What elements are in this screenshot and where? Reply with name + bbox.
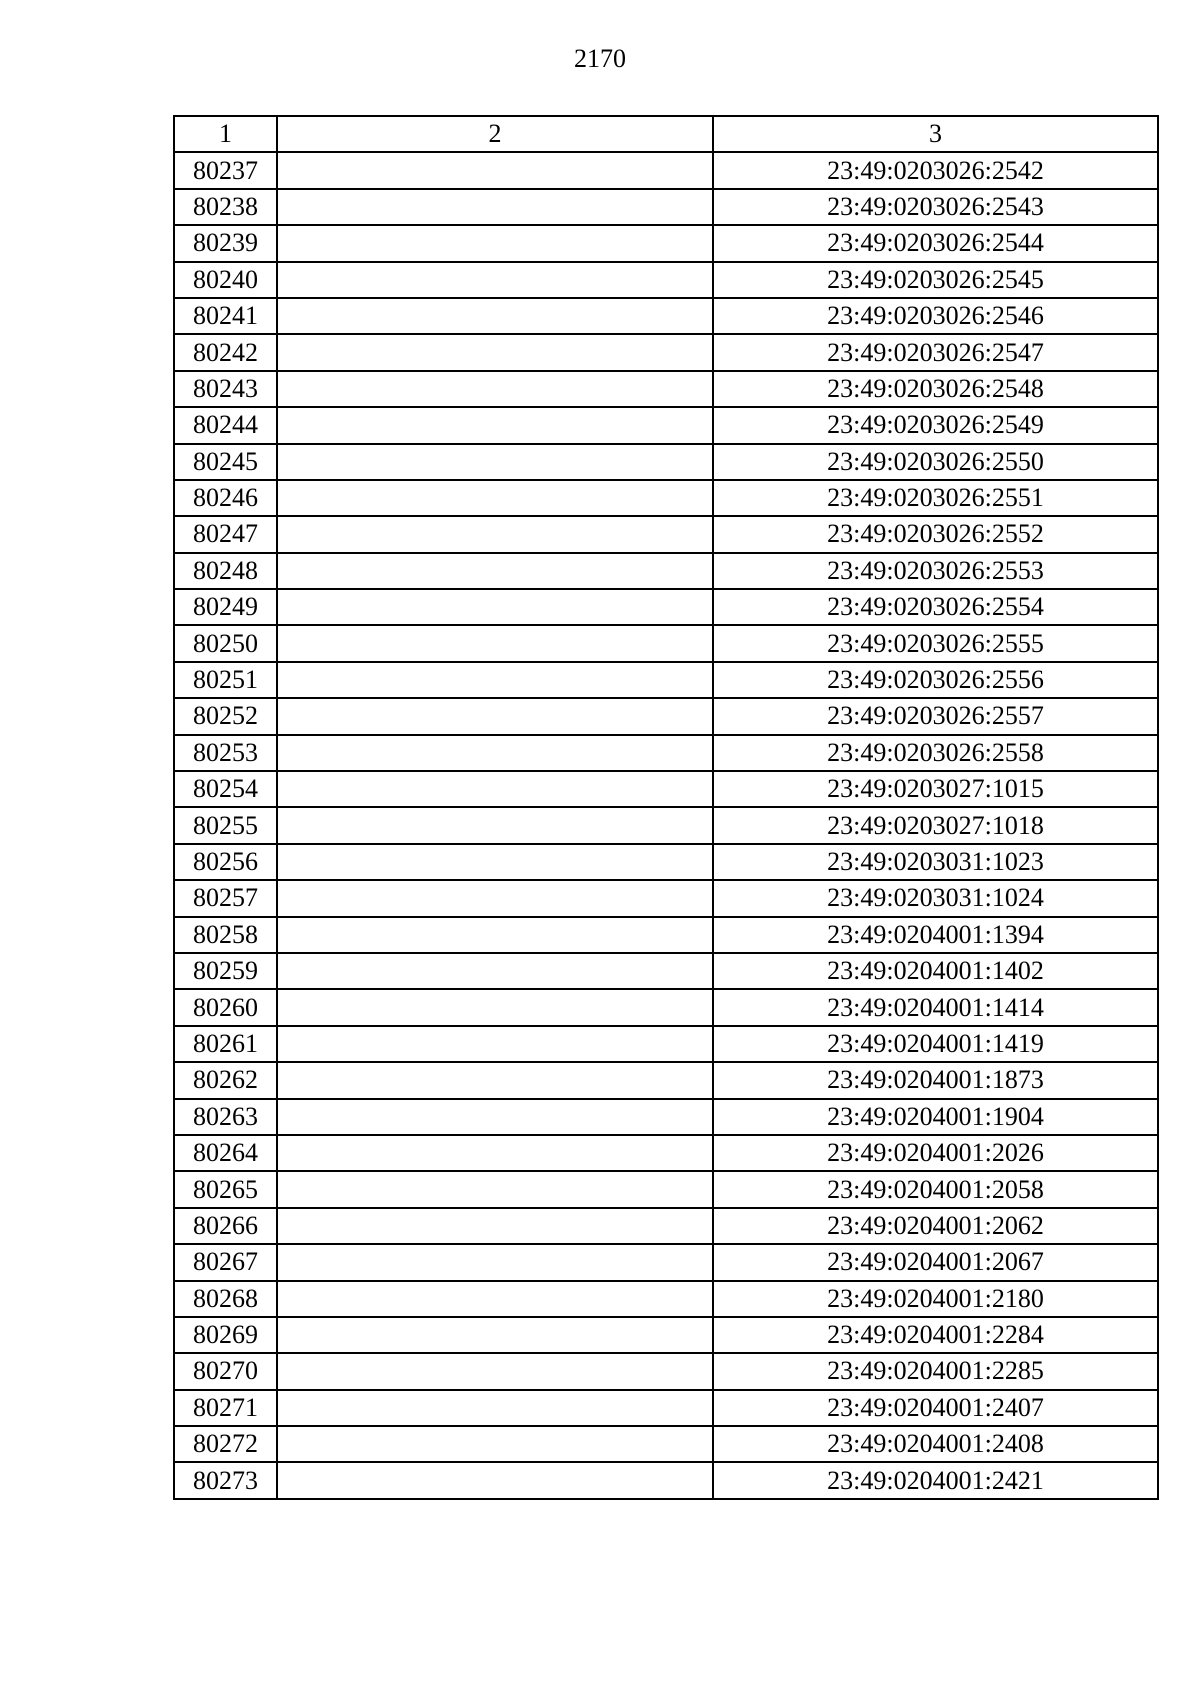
table-row	[174, 844, 1158, 880]
empty-cell	[277, 407, 713, 443]
empty-cell	[277, 298, 713, 334]
table-row	[174, 444, 1158, 480]
cadastral-number-cell: 23:49:0203026:2555	[713, 625, 1158, 661]
empty-cell	[277, 989, 713, 1025]
column-header-2: 2	[277, 116, 713, 152]
table-row	[174, 589, 1158, 625]
table-row	[174, 298, 1158, 334]
table-row	[174, 807, 1158, 843]
table-row	[174, 334, 1158, 370]
table-header	[174, 116, 1158, 152]
table-row	[174, 553, 1158, 589]
table-body	[174, 152, 1158, 1498]
empty-cell	[277, 1244, 713, 1280]
empty-cell	[277, 589, 713, 625]
cadastral-number-cell: 23:49:0203026:2556	[713, 662, 1158, 698]
table-row	[174, 1353, 1158, 1389]
row-number-cell: 80273	[174, 1462, 277, 1498]
row-number-cell: 80255	[174, 807, 277, 843]
empty-cell	[277, 1026, 713, 1062]
empty-cell	[277, 917, 713, 953]
cadastral-number-cell: 23:49:0203026:2558	[713, 735, 1158, 771]
table-row	[174, 1462, 1158, 1498]
row-number-cell: 80250	[174, 625, 277, 661]
table-row	[174, 1281, 1158, 1317]
table-row	[174, 1208, 1158, 1244]
empty-cell	[277, 1281, 713, 1317]
cadastral-number-cell: 23:49:0204001:2285	[713, 1353, 1158, 1389]
row-number-cell: 80270	[174, 1353, 277, 1389]
cadastral-number-cell: 23:49:0204001:2026	[713, 1135, 1158, 1171]
empty-cell	[277, 625, 713, 661]
table-row	[174, 880, 1158, 916]
table-row	[174, 989, 1158, 1025]
table-row	[174, 1390, 1158, 1426]
cadastral-number-cell: 23:49:0204001:1394	[713, 917, 1158, 953]
empty-cell	[277, 516, 713, 552]
row-number-cell: 80237	[174, 152, 277, 188]
cadastral-number-cell: 23:49:0203031:1023	[713, 844, 1158, 880]
empty-cell	[277, 880, 713, 916]
empty-cell	[277, 1135, 713, 1171]
cadastral-number-cell: 23:49:0203026:2542	[713, 152, 1158, 188]
row-number-cell: 80243	[174, 371, 277, 407]
cadastral-number-cell: 23:49:0203026:2545	[713, 262, 1158, 298]
row-number-cell: 80244	[174, 407, 277, 443]
table-row	[174, 698, 1158, 734]
cadastral-number-cell: 23:49:0204001:2421	[713, 1462, 1158, 1498]
table-row	[174, 771, 1158, 807]
empty-cell	[277, 771, 713, 807]
cadastral-number-cell: 23:49:0204001:1414	[713, 989, 1158, 1025]
empty-cell	[277, 1353, 713, 1389]
empty-cell	[277, 1390, 713, 1426]
empty-cell	[277, 1099, 713, 1135]
row-number-cell: 80248	[174, 553, 277, 589]
table-row	[174, 1317, 1158, 1353]
table-row	[174, 371, 1158, 407]
row-number-cell: 80272	[174, 1426, 277, 1462]
row-number-cell: 80245	[174, 444, 277, 480]
row-number-cell: 80252	[174, 698, 277, 734]
cadastral-number-cell: 23:49:0204001:2284	[713, 1317, 1158, 1353]
row-number-cell: 80259	[174, 953, 277, 989]
empty-cell	[277, 553, 713, 589]
table-row	[174, 625, 1158, 661]
table-row	[174, 1135, 1158, 1171]
empty-cell	[277, 262, 713, 298]
cadastral-number-cell: 23:49:0203026:2543	[713, 189, 1158, 225]
empty-cell	[277, 1317, 713, 1353]
cadastral-number-cell: 23:49:0204001:1873	[713, 1062, 1158, 1098]
empty-cell	[277, 1171, 713, 1207]
empty-cell	[277, 953, 713, 989]
row-number-cell: 80271	[174, 1390, 277, 1426]
table-row	[174, 516, 1158, 552]
row-number-cell: 80239	[174, 225, 277, 261]
table-row	[174, 1171, 1158, 1207]
cadastral-number-cell: 23:49:0204001:2180	[713, 1281, 1158, 1317]
cadastral-number-cell: 23:49:0203031:1024	[713, 880, 1158, 916]
empty-cell	[277, 371, 713, 407]
row-number-cell: 80261	[174, 1026, 277, 1062]
empty-cell	[277, 152, 713, 188]
empty-cell	[277, 334, 713, 370]
table-row	[174, 917, 1158, 953]
cadastral-number-cell: 23:49:0203026:2552	[713, 516, 1158, 552]
cadastral-number-cell: 23:49:0203026:2546	[713, 298, 1158, 334]
cadastral-number-cell: 23:49:0204001:1904	[713, 1099, 1158, 1135]
row-number-cell: 80240	[174, 262, 277, 298]
table-row	[174, 225, 1158, 261]
row-number-cell: 80258	[174, 917, 277, 953]
table-row	[174, 1062, 1158, 1098]
table-row	[174, 662, 1158, 698]
column-header-1: 1	[174, 116, 277, 152]
row-number-cell: 80246	[174, 480, 277, 516]
empty-cell	[277, 1208, 713, 1244]
empty-cell	[277, 1426, 713, 1462]
table-row	[174, 262, 1158, 298]
table-row	[174, 480, 1158, 516]
row-number-cell: 80267	[174, 1244, 277, 1280]
cadastral-number-cell: 23:49:0203027:1018	[713, 807, 1158, 843]
row-number-cell: 80254	[174, 771, 277, 807]
table-row	[174, 1244, 1158, 1280]
empty-cell	[277, 662, 713, 698]
row-number-cell: 80238	[174, 189, 277, 225]
cadastral-number-cell: 23:49:0203026:2553	[713, 553, 1158, 589]
column-header-3: 3	[713, 116, 1158, 152]
row-number-cell: 80241	[174, 298, 277, 334]
page-number: 2170	[574, 44, 626, 73]
empty-cell	[277, 189, 713, 225]
cadastral-number-cell: 23:49:0203026:2544	[713, 225, 1158, 261]
empty-cell	[277, 1062, 713, 1098]
row-number-cell: 80269	[174, 1317, 277, 1353]
row-number-cell: 80256	[174, 844, 277, 880]
table-row	[174, 953, 1158, 989]
empty-cell	[277, 844, 713, 880]
row-number-cell: 80251	[174, 662, 277, 698]
table-row	[174, 1026, 1158, 1062]
row-number-cell: 80260	[174, 989, 277, 1025]
cadastral-number-cell: 23:49:0203026:2551	[713, 480, 1158, 516]
header-row	[174, 116, 1158, 152]
row-number-cell: 80262	[174, 1062, 277, 1098]
empty-cell	[277, 480, 713, 516]
row-number-cell: 80268	[174, 1281, 277, 1317]
cadastral-number-cell: 23:49:0203026:2557	[713, 698, 1158, 734]
empty-cell	[277, 735, 713, 771]
empty-cell	[277, 807, 713, 843]
cadastral-number-cell: 23:49:0203026:2549	[713, 407, 1158, 443]
row-number-cell: 80263	[174, 1099, 277, 1135]
row-number-cell: 80247	[174, 516, 277, 552]
cadastral-number-cell: 23:49:0204001:2058	[713, 1171, 1158, 1207]
row-number-cell: 80266	[174, 1208, 277, 1244]
empty-cell	[277, 1462, 713, 1498]
empty-cell	[277, 225, 713, 261]
cadastral-number-cell: 23:49:0203026:2550	[713, 444, 1158, 480]
table-row	[174, 1099, 1158, 1135]
table-row	[174, 1426, 1158, 1462]
table-row	[174, 189, 1158, 225]
cadastral-number-cell: 23:49:0204001:1402	[713, 953, 1158, 989]
cadastral-number-cell: 23:49:0203026:2554	[713, 589, 1158, 625]
table-row	[174, 407, 1158, 443]
row-number-cell: 80249	[174, 589, 277, 625]
cadastral-number-cell: 23:49:0204001:2062	[713, 1208, 1158, 1244]
cadastral-number-cell: 23:49:0203026:2547	[713, 334, 1158, 370]
empty-cell	[277, 698, 713, 734]
row-number-cell: 80242	[174, 334, 277, 370]
empty-cell	[277, 444, 713, 480]
table-row	[174, 735, 1158, 771]
table-row	[174, 152, 1158, 188]
cadastral-number-cell: 23:49:0204001:2407	[713, 1390, 1158, 1426]
row-number-cell: 80253	[174, 735, 277, 771]
cadastral-number-cell: 23:49:0204001:1419	[713, 1026, 1158, 1062]
registry-table	[173, 115, 1159, 1500]
row-number-cell: 80257	[174, 880, 277, 916]
cadastral-number-cell: 23:49:0203026:2548	[713, 371, 1158, 407]
row-number-cell: 80265	[174, 1171, 277, 1207]
cadastral-number-cell: 23:49:0204001:2408	[713, 1426, 1158, 1462]
cadastral-number-cell: 23:49:0204001:2067	[713, 1244, 1158, 1280]
row-number-cell: 80264	[174, 1135, 277, 1171]
cadastral-number-cell: 23:49:0203027:1015	[713, 771, 1158, 807]
